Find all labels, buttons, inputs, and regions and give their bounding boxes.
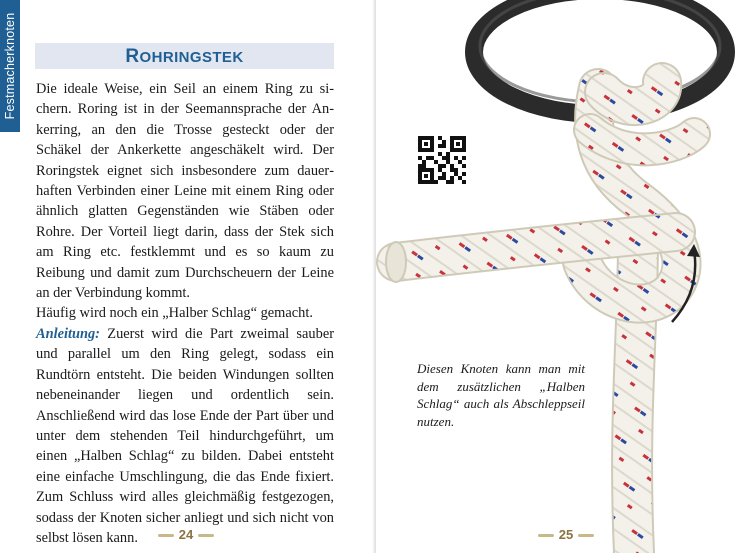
body-text [36, 79, 334, 548]
paragraph-half-hitch: Häufig wird noch ein „Halber Schlag“ gemacht. [36, 305, 313, 322]
title-initial: R [125, 46, 140, 67]
right-page [376, 0, 750, 553]
instruction-text: Zuerst wird die Part zweimal sauber und parallel um den Ring gelegt, sodass ein Rundtörn entsteht. Die beiden Windungen sollten nebeneinander liegen und ordentlich sein. Anschließend wird das lose Ende der Part über und unter dem stehenden Teil hindurchgeführt, um einen „Halben Schlag“ zu bilden. Dabei entsteht eine einfache Umschlingung, die das Ende fixiert. Zum Schluss wird alles gleichmäßig festgezogen, sodass der Knoten sicher anliegt und sich nicht von selbst lösen kann. [36, 325, 334, 546]
paragraph-intro: Die ideale Weise, ein Seil an einem Ring zu sichern. Roring ist in der Seemannsprache der Ankerring, an den die Trosse gesteckt oder der Schäkel der Ankerkette angeschäkelt wird. Der Roringstek eignet sich insbesondere zum dauerhaften Verbinden einer Leine mit einem Ring oder ähnlich glatten Gegenständen wie Stäben oder Rohre. Der Vorteil liegt darin, dass der Stek sich am Ring etc. festklemmt und es so kaum zu Reibung und damit zum Durchscheuern der Leine an der Verbindung kommt. [36, 81, 334, 302]
qr-code-icon [418, 136, 466, 184]
title-bar [35, 43, 334, 69]
folio-rope-right [578, 534, 594, 537]
page-number-right-label: 25 [558, 527, 574, 542]
folio-rope-right [198, 534, 214, 537]
photo-caption: Diesen Knoten kann man mit dem zusätzlichen „Halben Schlag“ auch als Abschleppseil nutzen. [417, 361, 585, 429]
rope-knot-photo [376, 0, 750, 553]
paragraph-instructions [36, 324, 334, 548]
page-number-right [536, 525, 596, 545]
page-title [35, 43, 334, 69]
title-rest: OHRINGSTEK [139, 49, 244, 66]
page-number-left [156, 525, 216, 545]
chapter-tab-label: Festmacherknoten [3, 12, 17, 120]
instruction-label: Anleitung: [36, 325, 100, 342]
rope-round-turn [604, 82, 662, 106]
chapter-tab [0, 0, 20, 132]
page-number-left-label: 24 [178, 527, 194, 542]
